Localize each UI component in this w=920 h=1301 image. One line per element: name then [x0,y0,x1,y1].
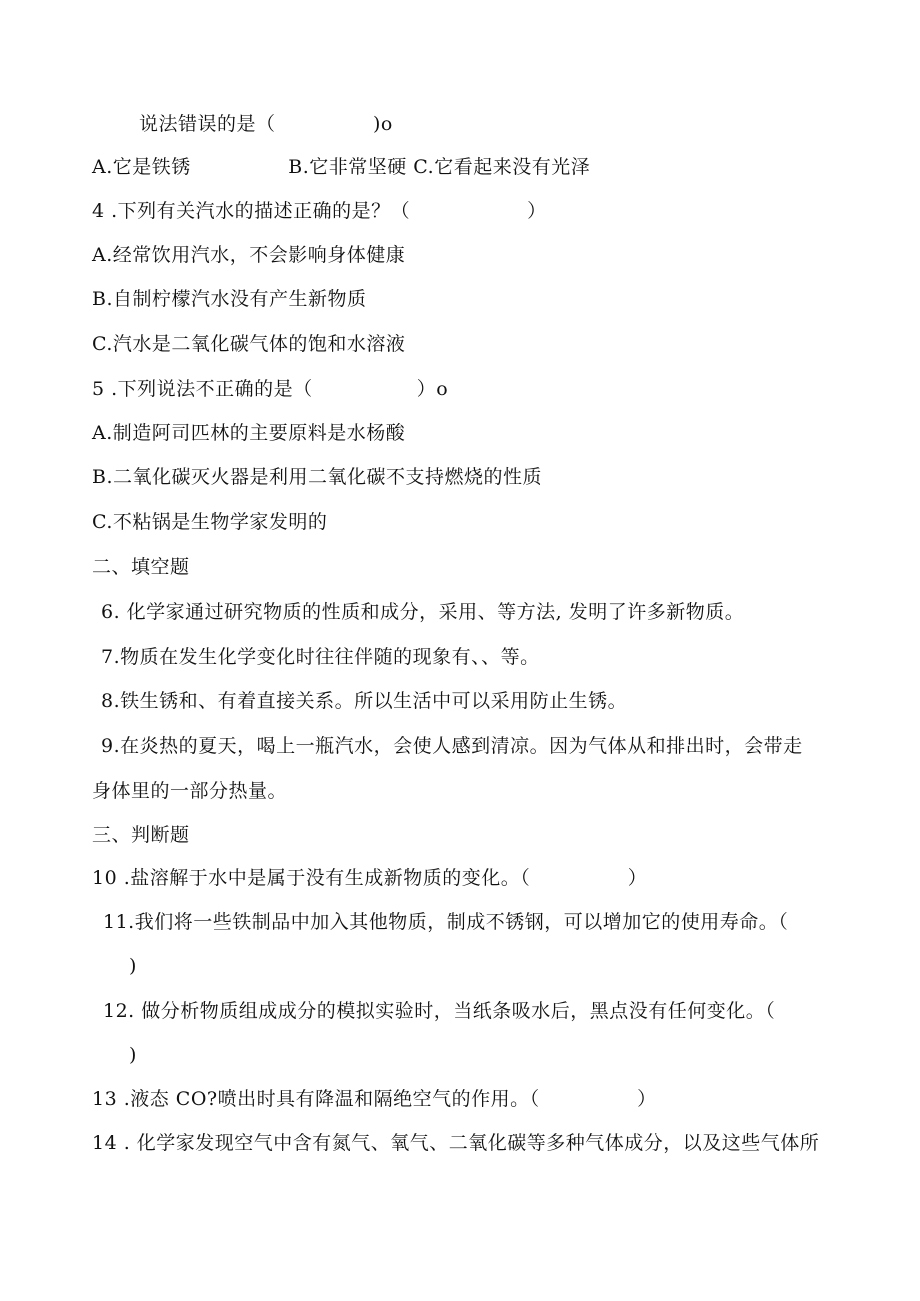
q9-line1: 9.在炎热的夏天，喝上一瓶汽水，会使人感到清凉。因为气体从和排出时，会带走 [101,735,803,757]
q4-option-a: A.经常饮用汽水，不会影响身体健康 [92,244,406,266]
q3-stem-tail: 说法错误的是（ )o [139,113,393,135]
q10: 10 .盐溶解于水中是属于没有生成新物质的变化。（ ） [92,867,648,889]
q11-line2: ) [129,955,137,977]
q12-line2: ) [129,1044,137,1066]
q3-options: A.它是铁锈 B.它非常坚硬 C.它看起来没有光泽 [92,156,591,178]
q5-option-c: C.不粘锅是生物学家发明的 [92,511,328,533]
q14-line1: 14 . 化学家发现空气中含有氮气、氧气、二氧化碳等多种气体成分，以及这些气体所 [92,1132,820,1154]
q8: 8.铁生锈和、有着直接关系。所以生活中可以采用防止生锈。 [101,690,628,712]
q9-line2: 身体里的一部分热量。 [92,780,288,802]
section-heading-true-false: 三、判断题 [92,824,190,846]
q5-stem: 5 .下列说法不正确的是（ ）o [92,378,449,400]
q5-option-b: B.二氧化碳灭火器是利用二氧化碳不支持燃烧的性质 [92,466,543,488]
q11-line1: 11.我们将一些铁制品中加入其他物质，制成不锈钢，可以增加它的使用寿命。（ [103,911,789,933]
section-heading-fill-blank: 二、填空题 [92,556,190,578]
q13: 13 .液态 CO?喷出时具有降温和隔绝空气的作用。（ ） [92,1088,657,1110]
q6: 6. 化学家通过研究物质的性质和成分，采用、等方法, 发明了许多新物质。 [101,601,745,623]
q4-option-c: C.汽水是二氧化碳气体的饱和水溶液 [92,333,406,355]
q12-line1: 12. 做分析物质组成成分的模拟实验时，当纸条吸水后，黑点没有任何变化。（ [103,1000,776,1022]
q4-option-b: B.自制柠檬汽水没有产生新物质 [92,288,367,310]
q4-stem: 4 .下列有关汽水的描述正确的是？（ ） [92,200,547,222]
q5-option-a: A.制造阿司匹林的主要原料是水杨酸 [92,422,406,444]
q7: 7.物质在发生化学变化时往往伴随的现象有、、等。 [101,646,540,668]
